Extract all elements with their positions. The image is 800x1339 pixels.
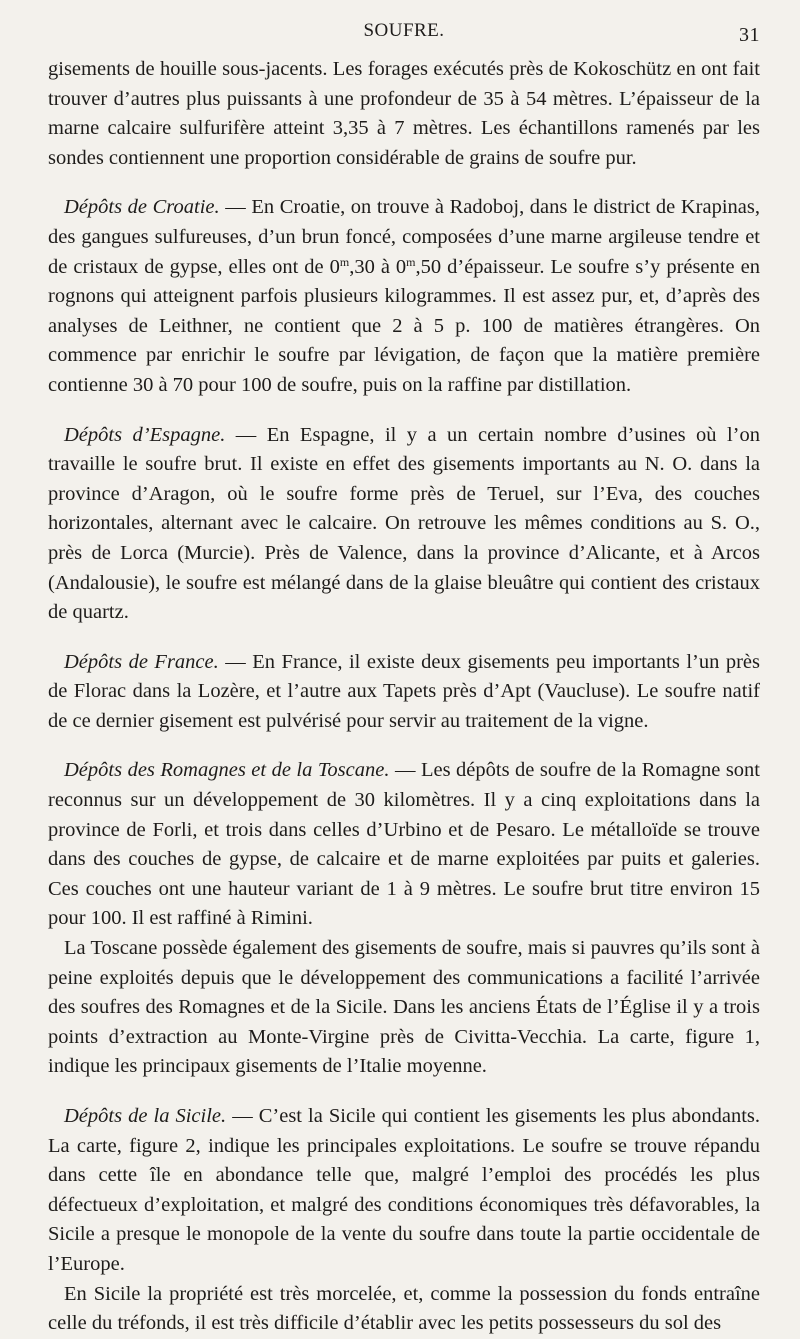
section-text: — En France, il existe deux gisements peu importants l’un près de Florac dans la Lozère, et l’autre aux Tapets près d’Apt (Vaucluse). Le soufre natif de ce dernier gisement est pulvérisé pour servir au traitement de la vigne. — [48, 650, 760, 732]
section-text: ,50 d’épaisseur. Le soufre s’y présente en rognons qui atteignent parfois plusieurs kilogrammes. Il est assez pur, et, d’après des analyses de Leithner, ne contient que 2 à 5 p. 100 de matières étrangères. On commence par enrichir le soufre par lévigation, de façon que la matière première contienne 30 à 70 pour 100 de soufre, puis on la raffine par distillation. — [48, 255, 760, 396]
section-text: ,30 à 0 — [349, 255, 407, 278]
page-number: 31 — [739, 24, 760, 46]
section-espagne — [48, 421, 760, 628]
running-title: SOUFRE. — [363, 20, 445, 41]
section-heading: Dépôts de la Sicile. — [64, 1105, 227, 1127]
section-text: — Les dépôts de soufre de la Romagne sont reconnus sur un développement de 30 kilomètres. Il y a cinq exploitations dans la province de Forli, et trois dans celles d’Urbino et de Pesaro. Le métalloïde se trouve dans des couches de gypse, de calcaire et de marne exploitées par puits et galeries. Ces couches ont une hauteur variant de 1 à 9 mètres. Le soufre brut titre environ 15 pour 100. Il est raffiné à Rimini. — [48, 759, 760, 930]
page-header — [48, 16, 760, 44]
section-text: — En Espagne, il y a un certain nombre d’usines où l’on travaille le soufre brut. Il existe en effet des gisements importants au N. O. dans la province d’Aragon, où le soufre forme près de Teruel, sur l’Eva, des couches horizontales, alternant avec le calcaire. On retrouve les mêmes conditions au S. O., près de Lorca (Murcie). Près de Valence, dans la province d’Alicante, et à Arcos (Andalousie), le soufre est mélangé dans de la glaise bleuâtre qui contient des cristaux de quartz. — [48, 423, 760, 624]
unit-superscript: m — [406, 254, 416, 269]
section-heading: Dépôts des Romagnes et de la Toscane. — [64, 759, 390, 782]
body-text — [48, 55, 760, 1339]
section-romagnes — [48, 756, 760, 934]
section-text: — C’est la Sicile qui contient les gisements les plus abondants. La carte, figure 2, indique les principales exploitations. Le soufre se trouve répandu dans cette île en abondance telle que, malgré l’emploi des procédés les plus défectueux d’exploitation, et malgré des conditions économiques très défavorables, la Sicile a presque le monopole de la vente du soufre dans toute la partie occidentale de l’Europe. — [48, 1105, 761, 1275]
paragraph-continuation: gisements de houille sous-jacents. Les forages exécutés près de Kokoschütz en ont fait trouver d’autres plus puissants à une profondeur de 35 à 54 mètres. L’épaisseur de la marne calcaire sulfurifère atteint 3,35 à 7 mètres. Les échantillons ramenés par les sondes contiennent une proportion considérable de grains de soufre pur. — [48, 58, 760, 169]
paragraph-toscane: La Toscane possède également des gisements de soufre, mais si pauvres qu’ils sont à peine exploités depuis que le développement des communications a facilité l’arrivée des soufres des Romagnes et de la Sicile. Dans les anciens États de l’Église il y a trois points d’extraction au Monte-Virgine près de Civitta-Vecchia. La carte, figure 1, indique les principaux gisements de l’Italie moyenne. — [48, 937, 760, 1078]
section-croatie — [48, 193, 760, 400]
section-text: — En Croatie, on trouve à Radoboj, dans le district de Krapinas, des gangues sulfureuses, d’un brun foncé, composées d’une marne argileuse tendre et de cristaux de gypse, elles ont de 0 — [48, 196, 760, 278]
section-heading: Dépôts d’Espagne. — [64, 423, 226, 446]
section-sicile — [48, 1102, 760, 1280]
paragraph-sicile-propriete: En Sicile la propriété est très morcelée, et, comme la possession du fonds entraîne celle du tréfonds, il est très difficile d’établir avec les petits possesseurs du sol des — [48, 1282, 760, 1335]
section-heading: Dépôts de France. — [64, 650, 219, 673]
unit-superscript: m — [339, 254, 350, 269]
section-heading: Dépôts de Croatie. — [64, 196, 220, 219]
section-france — [48, 648, 760, 737]
